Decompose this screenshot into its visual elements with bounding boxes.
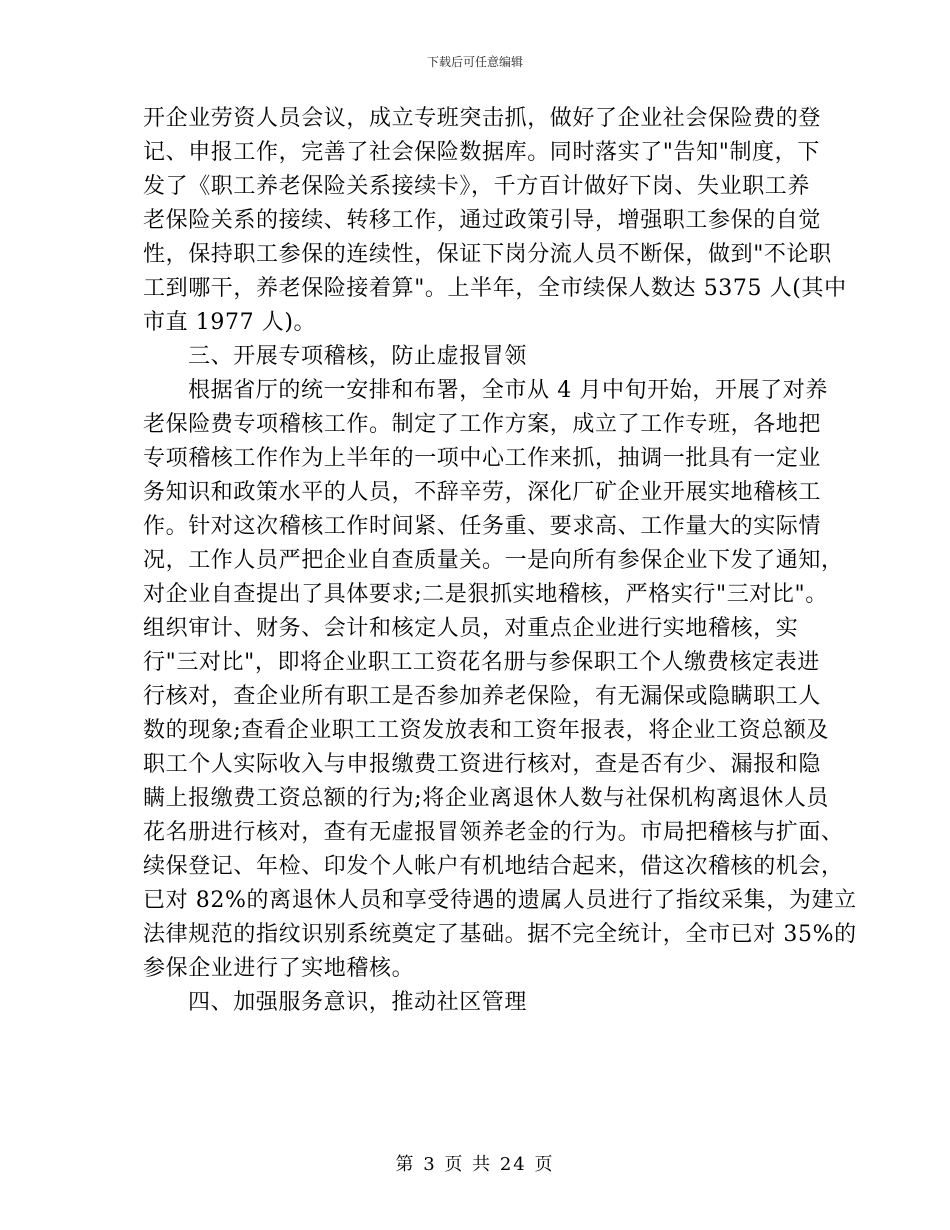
body-line: 记、申报工作，完善了社会保险数据库。同时落实了"告知"制度，下 [143,140,820,165]
body-line: 市直 1977 人)。 [143,310,317,335]
section-heading: 四、加强服务意识，推动社区管理 [188,990,528,1015]
body-line: 工到哪干，养老保险接着算"。上半年，全市续保人数达 5375 人(其中 [143,276,847,301]
body-line: 老保险关系的接续、转移工作，通过政策引导，增强职工参保的自觉 [143,208,822,233]
body-line: 行核对，查企业所有职工是否参加养老保险，有无漏保或隐瞒职工人 [143,684,822,709]
body-line: 瞒上报缴费工资总额的行为;将企业离退休人数与社保机构离退休人员 [143,786,830,811]
section-heading: 三、开展专项稽核，防止虚报冒领 [188,344,528,369]
body-line: 组织审计、财务、会计和核定人员，对重点企业进行实地稽核，实 [143,616,799,641]
page-number: 第 3 页 共 24 页 [395,1154,555,1175]
body-line: 参保企业进行了实地稽核。 [143,956,415,981]
body-line: 根据省厅的统一安排和布署，全市从 4 月中旬开始，开展了对养 [188,378,828,403]
body-line: 数的现象;查看企业职工工资发放表和工资年报表，将企业工资总额及 [143,718,830,743]
body-line: 作。针对这次稽核工作时间紧、任务重、要求高、工作量大的实际情 [143,514,822,539]
body-line: 开企业劳资人员会议，成立专班突击抓，做好了企业社会保险费的登 [143,106,822,131]
body-line: 况，工作人员严把企业自查质量关。一是向所有参保企业下发了通知， [143,548,844,573]
body-line: 务知识和政策水平的人员，不辞辛劳，深化厂矿企业开展实地稽核工 [143,480,822,505]
document-body [143,102,857,1020]
body-line: 老保险费专项稽核工作。制定了工作方案，成立了工作专班，各地把 [143,412,822,437]
body-line: 已对 82%的离退休人员和享受待遇的遗属人员进行了指纹采集，为建立 [143,888,857,913]
body-line: 发了《职工养老保险关系接续卡》，千方百计做好下岗、失业职工养 [143,174,811,199]
body-line: 性，保持职工参保的连续性，保证下岗分流人员不断保，做到"不论职 [143,242,832,267]
page-header: 下载后可任意编辑 [426,55,523,69]
body-line: 花名册进行核对，查有无虚报冒领养老金的行为。市局把稽核与扩面、 [143,820,844,845]
body-line: 法律规范的指纹识别系统奠定了基础。据不完全统计，全市已对 35%的 [143,922,857,947]
body-line: 专项稽核工作作为上半年的一项中心工作来抓，抽调一批具有一定业 [143,446,822,471]
body-line: 对企业自查提出了具体要求;二是狠抓实地稽核，严格实行"三对比"。 [143,582,828,607]
body-line: 职工个人实际收入与申报缴费工资进行核对，查是否有少、漏报和隐 [143,752,822,777]
body-line: 续保登记、年检、印发个人帐户有机地结合起来，借这次稽核的机会， [143,854,844,879]
body-line: 行"三对比"，即将企业职工工资花名册与参保职工个人缴费核定表进 [143,650,820,675]
